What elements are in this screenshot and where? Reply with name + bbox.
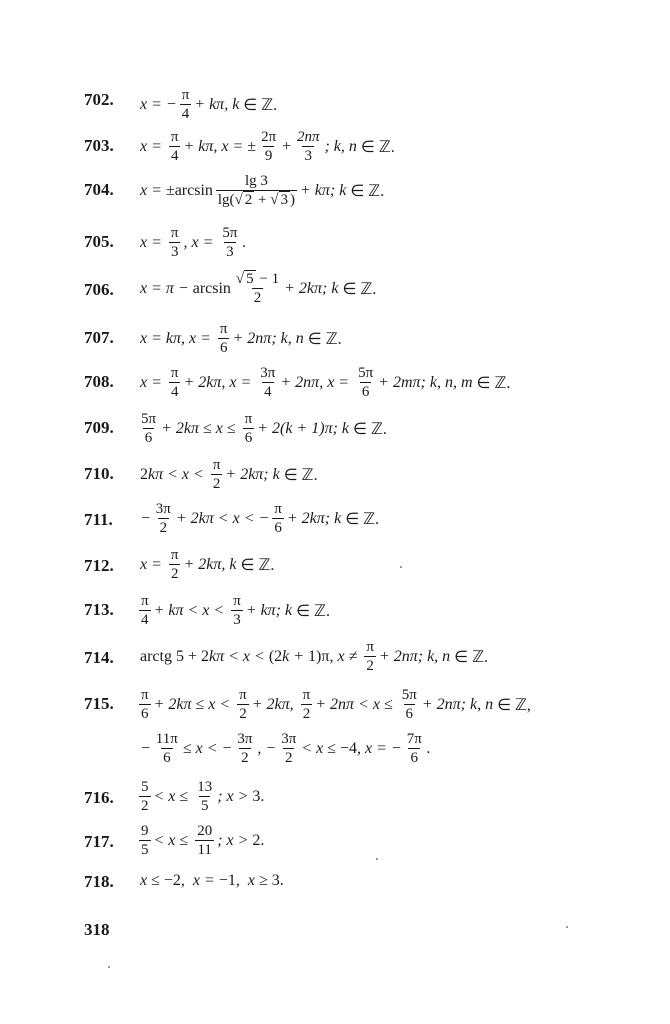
- problem-number: 703.: [84, 136, 114, 155]
- page-number: 318: [84, 920, 110, 939]
- answer-formula: $\frac{9}{5}$ < x ≤ $\frac{20}{11}$ ; x > 2.: [141, 823, 265, 858]
- answer-formula: x = π − arcsin $\frac{√ 5 - 1}{2}$ + 2kπ; k ∈ ℤ.: [140, 271, 377, 306]
- answer-formula: x = − $\frac{\pi}{4}$ + kπ, k ∈ ℤ.: [140, 87, 278, 122]
- scan-speck: [566, 926, 568, 928]
- problem-number: 717.: [84, 832, 114, 851]
- answer-formula: x = kπ, x = $\frac{\pi}{6}$ + 2nπ; k, n ∈ ℤ.: [140, 321, 342, 356]
- answer-formula: $\frac{\pi}{4}$ + kπ < x < $\frac{\pi}{3}$ + kπ; k ∈ ℤ.: [141, 593, 330, 628]
- problem-number: 715.: [84, 694, 114, 713]
- scan-speck: [376, 858, 378, 860]
- answer-formula: $\frac{5\pi}{6}$ + 2kπ ≤ x ≤ $\frac{\pi}{6}$ + 2(k + 1)π; k ∈ ℤ.: [141, 411, 387, 446]
- answer-formula: x ≤ −2 , x = −1 , x ≥ 3.: [140, 872, 284, 889]
- answer-formula: x = $\frac{\pi}{4}$ + 2kπ, x = $\frac{3\pi}{4}$ + 2nπ, x = $\frac{5\pi}{6}$ + 2mπ; k, n, m ∈ ℤ.: [140, 365, 511, 400]
- answer-formula: 2 kπ < x < $\frac{\pi}{2}$ + 2kπ; k ∈ ℤ.: [140, 457, 318, 492]
- answer-formula: − $\frac{3\pi}{2}$ + 2kπ < x < − $\frac{\pi}{6}$ + 2kπ; k ∈ ℤ.: [140, 501, 380, 536]
- problem-number: 713.: [84, 600, 114, 619]
- problem-number: 712.: [84, 556, 114, 575]
- problem-number: 709.: [84, 418, 114, 437]
- problem-number: 702.: [84, 90, 114, 109]
- problem-number: 708.: [84, 372, 114, 391]
- answer-formula: arctg 5 + 2 kπ < x < (2 k + 1)π , x ≠ $\frac{\pi}{2}$ + 2nπ; k, n ∈ ℤ.: [140, 639, 489, 674]
- problem-number: 707.: [84, 328, 114, 347]
- answer-formula: x = $\frac{\pi}{2}$ + 2kπ, k ∈ ℤ.: [140, 547, 275, 582]
- scan-speck: [400, 566, 402, 568]
- answer-formula: $\frac{5}{2}$ < x ≤ $\frac{13}{5}$ ; x > 3.: [141, 779, 265, 814]
- problem-number: 711.: [84, 510, 113, 529]
- answer-formula-line-2: − $\frac{11\pi}{6}$ ≤ x < − $\frac{3\pi}{2}$ , − $\frac{3\pi}{2}$ < x ≤ −4 , x = − $\frac{7\pi}{6}$ .: [140, 731, 431, 766]
- answer-formula: x = ± arcsin $\frac{\lg 3}{\lg(√ 2 + √ 3 )}$ + kπ; k ∈ ℤ.: [140, 173, 385, 208]
- problem-number: 710.: [84, 464, 114, 483]
- answer-formula: x = $\frac{\pi}{4}$ + kπ, x = ± $\frac{2\pi}{9}$ + $\frac{2n\pi}{3}$ ; k, n ∈ ℤ.: [140, 129, 395, 164]
- problem-number: 716.: [84, 788, 114, 807]
- problem-number: 704.: [84, 180, 114, 199]
- problem-number: 705.: [84, 232, 114, 251]
- scan-speck: [108, 966, 110, 968]
- answer-formula-line-1: $\frac{\pi}{6}$ + 2kπ ≤ x < $\frac{\pi}{2}$ + 2kπ, $\frac{\pi}{2}$ + 2nπ < x ≤ $\frac{5\pi}{6}$ + 2nπ; k, n ∈ ℤ,: [141, 687, 531, 722]
- problem-number: 718.: [84, 872, 114, 891]
- problem-number: 706.: [84, 280, 114, 299]
- problem-number: 714.: [84, 648, 114, 667]
- answer-formula: x = $\frac{\pi}{3}$ , x = $\frac{5\pi}{3}$ .: [140, 225, 247, 260]
